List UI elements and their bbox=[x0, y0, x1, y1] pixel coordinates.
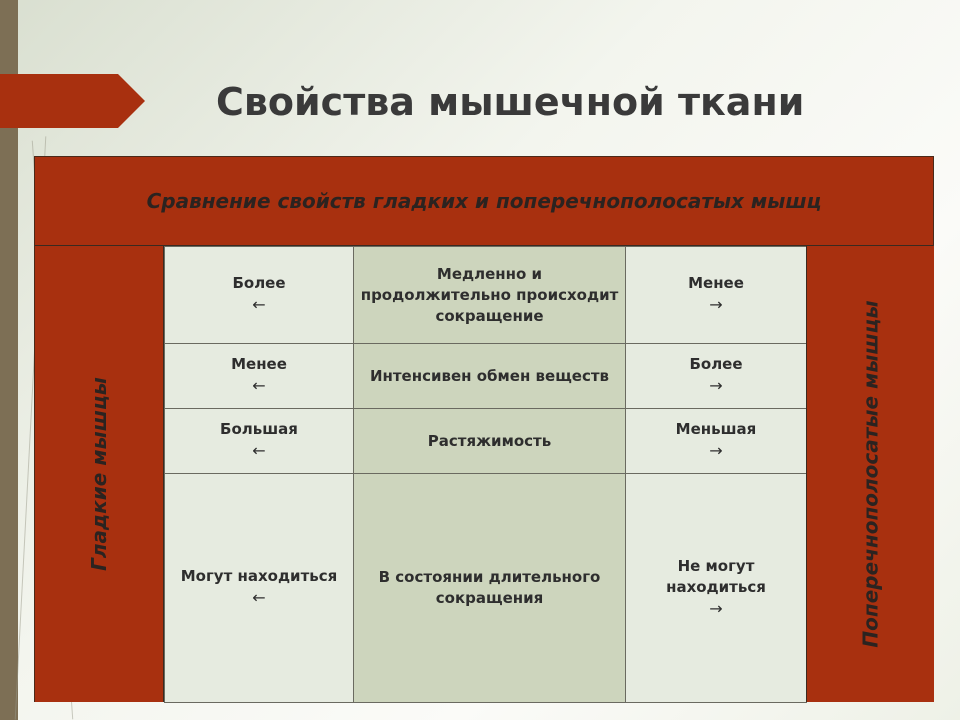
smooth-value: Менее bbox=[231, 355, 287, 374]
smooth-value: Большая bbox=[220, 420, 298, 439]
striated-value: Не могут находиться bbox=[666, 556, 766, 596]
right-side-label-cell bbox=[806, 246, 934, 702]
left-arrow-icon: ← bbox=[252, 376, 266, 396]
property-text: Растяжимость bbox=[427, 431, 552, 450]
striated-value: Меньшая bbox=[675, 420, 757, 439]
left-side-label-cell bbox=[35, 246, 164, 702]
property-text: Медленно и продолжительно происходит сокращение bbox=[360, 264, 619, 325]
right-arrow-icon: → bbox=[709, 376, 723, 396]
striated-value-cell bbox=[626, 344, 807, 409]
table-row bbox=[165, 409, 807, 474]
smooth-value-cell bbox=[165, 474, 354, 703]
right-arrow-icon: → bbox=[709, 441, 723, 461]
smooth-value: Более bbox=[232, 274, 286, 293]
left-arrow-icon: ← bbox=[252, 295, 266, 315]
smooth-value: Могут находиться bbox=[180, 567, 338, 586]
smooth-value-cell bbox=[165, 344, 354, 409]
property-cell bbox=[354, 474, 626, 703]
table-row bbox=[165, 247, 807, 344]
striated-value: Более bbox=[689, 355, 743, 374]
property-cell bbox=[354, 247, 626, 344]
striated-value: Менее bbox=[688, 274, 744, 293]
page-title: Свойства мышечной ткани bbox=[216, 80, 805, 124]
comparison-grid bbox=[164, 246, 807, 703]
left-arrow-icon: ← bbox=[252, 588, 266, 608]
title-arrow-shape bbox=[0, 74, 145, 128]
left-arrow-icon: ← bbox=[252, 441, 266, 461]
table-header bbox=[35, 157, 933, 246]
comparison-table bbox=[34, 156, 934, 702]
striated-value-cell bbox=[626, 247, 807, 344]
right-side-label: Поперечнополосатые мышцы bbox=[858, 300, 883, 648]
smooth-value-cell bbox=[165, 409, 354, 474]
property-text: В состоянии длительного сокращения bbox=[378, 568, 601, 607]
smooth-value-cell bbox=[165, 247, 354, 344]
left-side-label: Гладкие мышцы bbox=[87, 377, 111, 571]
table-row bbox=[165, 344, 807, 409]
table-header-text: Сравнение свойств гладких и поперечнополосатых мышц bbox=[146, 189, 822, 213]
striated-value-cell bbox=[626, 409, 807, 474]
property-cell bbox=[354, 409, 626, 474]
property-cell bbox=[354, 344, 626, 409]
striated-value-cell bbox=[626, 474, 807, 703]
table-row bbox=[165, 474, 807, 703]
right-arrow-icon: → bbox=[709, 295, 723, 315]
property-text: Интенсивен обмен веществ bbox=[369, 366, 610, 385]
right-arrow-icon: → bbox=[709, 598, 723, 618]
